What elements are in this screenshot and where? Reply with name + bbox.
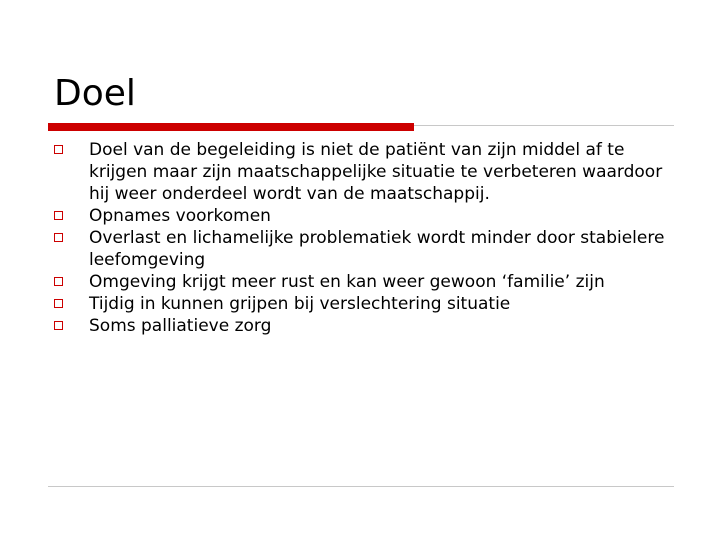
hollow-square-bullet-icon [54,299,63,308]
hollow-square-bullet-icon [54,277,63,286]
hollow-square-bullet-icon [54,321,63,330]
bullet-text: Tijdig in kunnen grijpen bij verslechtering situatie [89,294,511,314]
footer-divider [48,486,674,487]
slide-title: Doel [54,73,136,114]
list-item [54,315,679,337]
hollow-square-bullet-icon [54,145,63,154]
bullet-text: Doel van de begeleiding is niet de patiënt van zijn middel af te krijgen maar zijn maatschappelijke situatie te verbeteren waardoor hij weer onderdeel wordt van de maatschappij. [89,140,663,204]
list-item [54,139,679,205]
list-item [54,227,679,271]
title-accent-bar [48,123,414,131]
bullet-text: Overlast en lichamelijke problematiek wordt minder door stabielere leefomgeving [89,228,665,270]
bullet-text: Soms palliatieve zorg [89,316,272,336]
hollow-square-bullet-icon [54,211,63,220]
hollow-square-bullet-icon [54,233,63,242]
list-item [54,205,679,227]
list-item [54,271,679,293]
bullet-text: Omgeving krijgt meer rust en kan weer gewoon ‘familie’ zijn [89,272,605,292]
bullet-text: Opnames voorkomen [89,206,271,226]
list-item [54,293,679,315]
bullet-list [54,139,679,337]
